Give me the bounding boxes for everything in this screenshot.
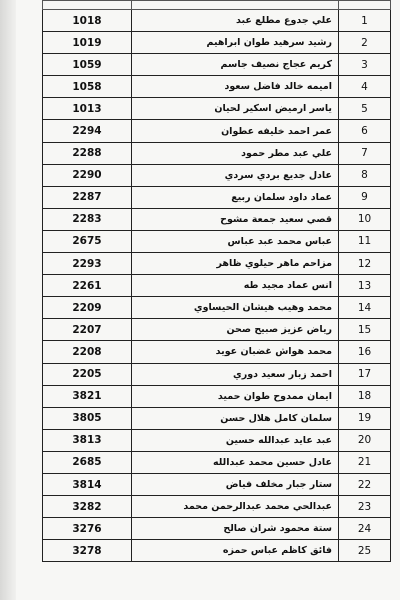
cell-seq: 9 <box>339 186 391 208</box>
table-row <box>43 451 391 473</box>
table-row <box>43 385 391 407</box>
cell-code: 1058 <box>43 76 132 98</box>
photo-left-edge <box>0 0 16 600</box>
table-row <box>43 275 391 297</box>
cell-name: عادل جديع بردي سردي <box>132 164 339 186</box>
cell-seq: 12 <box>339 253 391 275</box>
cell-seq: 10 <box>339 208 391 230</box>
cell-seq: 25 <box>339 540 391 562</box>
cell-name: عبدالحي محمد عبدالرحمن محمد <box>132 496 339 518</box>
table-row <box>43 407 391 429</box>
cell-code: 3821 <box>43 385 132 407</box>
cell-seq: 24 <box>339 518 391 540</box>
table-row <box>43 319 391 341</box>
cell-seq: 23 <box>339 496 391 518</box>
cell-code: 2294 <box>43 120 132 142</box>
cell-name: علي عبد مطر حمود <box>132 142 339 164</box>
cell-code: 2288 <box>43 142 132 164</box>
header-seq <box>339 1 391 10</box>
cell-seq: 1 <box>339 10 391 32</box>
cell-code: 1018 <box>43 10 132 32</box>
cell-code: 2209 <box>43 297 132 319</box>
table-row <box>43 429 391 451</box>
cell-code: 3278 <box>43 540 132 562</box>
cell-code: 2283 <box>43 208 132 230</box>
cell-seq: 16 <box>339 341 391 363</box>
cell-name: انس عماد مجيد طه <box>132 275 339 297</box>
names-table <box>42 0 391 562</box>
table-header-row <box>43 1 391 10</box>
cell-code: 2205 <box>43 363 132 385</box>
table-row <box>43 120 391 142</box>
cell-name: عادل حسين محمد عبدالله <box>132 451 339 473</box>
cell-seq: 17 <box>339 363 391 385</box>
cell-name: عباس محمد عبد عباس <box>132 230 339 252</box>
cell-code: 3276 <box>43 518 132 540</box>
table-row <box>43 253 391 275</box>
cell-code: 3805 <box>43 407 132 429</box>
cell-name: كريم عجاج نصيف جاسم <box>132 54 339 76</box>
table-row <box>43 10 391 32</box>
cell-seq: 7 <box>339 142 391 164</box>
table-row <box>43 208 391 230</box>
table-row <box>43 98 391 120</box>
table-row <box>43 76 391 98</box>
table-row <box>43 540 391 562</box>
cell-name: عبد عايد عبدالله حسين <box>132 429 339 451</box>
cell-seq: 15 <box>339 319 391 341</box>
cell-seq: 22 <box>339 473 391 495</box>
cell-code: 3813 <box>43 429 132 451</box>
cell-code: 3282 <box>43 496 132 518</box>
cell-code: 1059 <box>43 54 132 76</box>
cell-name: عمر احمد خليفه عطوان <box>132 120 339 142</box>
cell-name: ستار جبار مخلف فياض <box>132 473 339 495</box>
cell-name: ياسر ارميض اسكير لحيان <box>132 98 339 120</box>
table-row <box>43 297 391 319</box>
cell-name: محمد هواش غضبان عويد <box>132 341 339 363</box>
cell-seq: 6 <box>339 120 391 142</box>
header-code <box>43 1 132 10</box>
cell-seq: 11 <box>339 230 391 252</box>
cell-seq: 18 <box>339 385 391 407</box>
cell-code: 3814 <box>43 473 132 495</box>
table-row <box>43 54 391 76</box>
cell-code: 2290 <box>43 164 132 186</box>
cell-seq: 19 <box>339 407 391 429</box>
cell-name: رياض عزيز صبيح صحن <box>132 319 339 341</box>
table-row <box>43 32 391 54</box>
header-name <box>132 1 339 10</box>
cell-code: 2287 <box>43 186 132 208</box>
cell-seq: 3 <box>339 54 391 76</box>
cell-name: فائق كاظم عباس حمزه <box>132 540 339 562</box>
cell-code: 1019 <box>43 32 132 54</box>
cell-name: مزاحم ماهر حيلوي ظاهر <box>132 253 339 275</box>
cell-seq: 2 <box>339 32 391 54</box>
cell-seq: 5 <box>339 98 391 120</box>
table-row <box>43 341 391 363</box>
cell-seq: 21 <box>339 451 391 473</box>
cell-code: 2685 <box>43 451 132 473</box>
cell-seq: 8 <box>339 164 391 186</box>
cell-name: محمد وهيب هيشان الحيساوي <box>132 297 339 319</box>
table-row <box>43 230 391 252</box>
cell-code: 1013 <box>43 98 132 120</box>
cell-name: ايمان ممدوح طوان حميد <box>132 385 339 407</box>
cell-name: قصي سعيد جمعة مشوح <box>132 208 339 230</box>
cell-seq: 13 <box>339 275 391 297</box>
table-row <box>43 473 391 495</box>
cell-name: رشيد سرهيد طوان ابراهيم <box>132 32 339 54</box>
table-row <box>43 142 391 164</box>
cell-name: علي جدوع مطلع عبد <box>132 10 339 32</box>
cell-name: احمد زبار سعيد دوري <box>132 363 339 385</box>
cell-name: سلمان كامل هلال حسن <box>132 407 339 429</box>
cell-name: عماد داود سلمان ربيع <box>132 186 339 208</box>
cell-code: 2261 <box>43 275 132 297</box>
table-row <box>43 363 391 385</box>
table-row <box>43 164 391 186</box>
table-row <box>43 518 391 540</box>
cell-seq: 4 <box>339 76 391 98</box>
cell-seq: 20 <box>339 429 391 451</box>
table-row <box>43 496 391 518</box>
cell-name: ستة محمود شران صالح <box>132 518 339 540</box>
cell-seq: 14 <box>339 297 391 319</box>
cell-name: اميمه خالد فاضل سعود <box>132 76 339 98</box>
table-row <box>43 186 391 208</box>
cell-code: 2675 <box>43 230 132 252</box>
cell-code: 2208 <box>43 341 132 363</box>
cell-code: 2293 <box>43 253 132 275</box>
cell-code: 2207 <box>43 319 132 341</box>
